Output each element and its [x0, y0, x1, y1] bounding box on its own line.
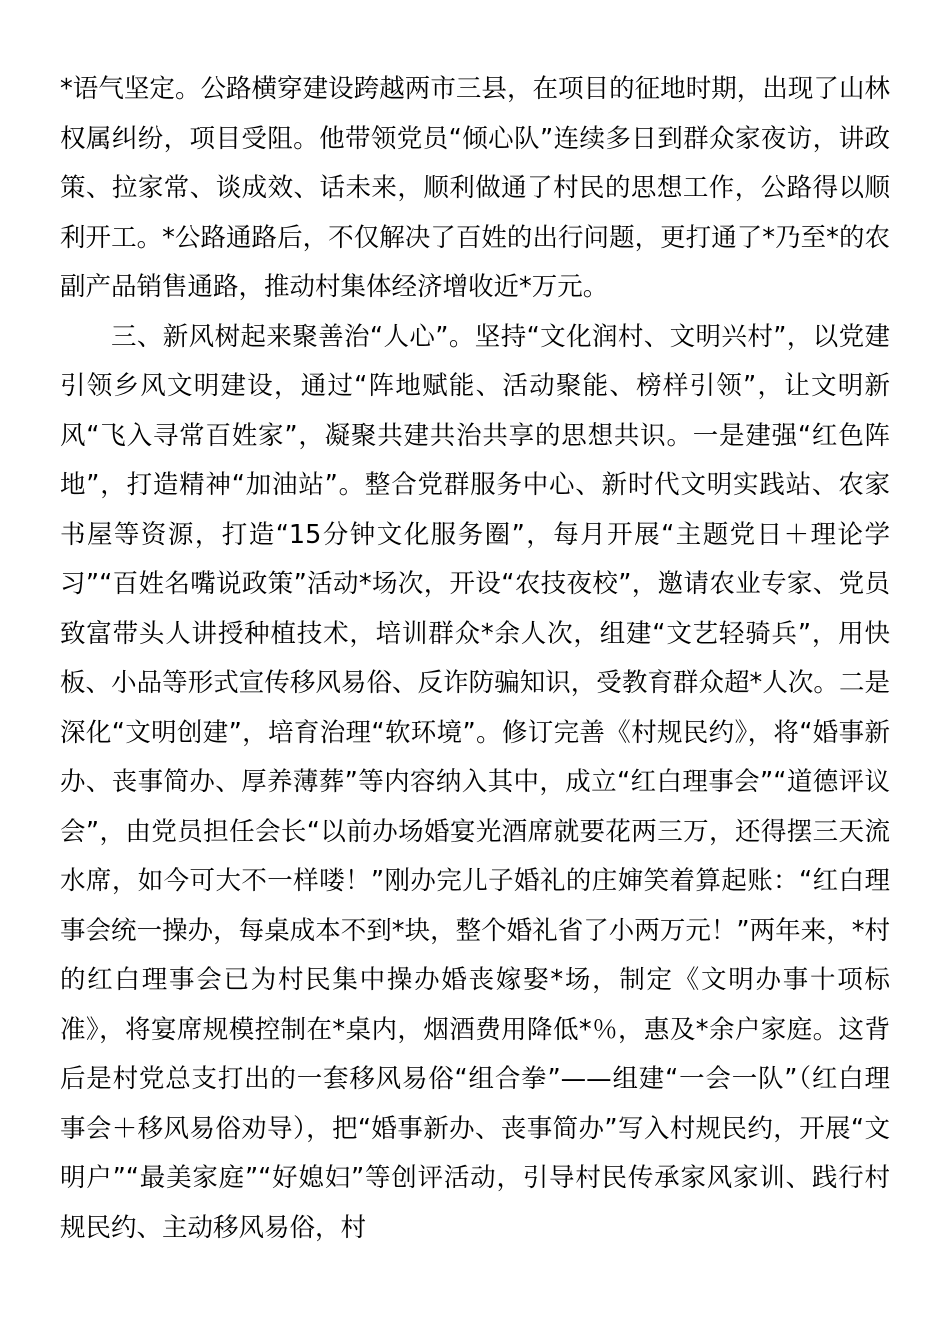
- document-page: [60, 65, 890, 1253]
- body-paragraph-2: 三、新风树起来聚善治“人心”。坚持“文化润村、文明兴村”，以党建引领乡风文明建设，通过“阵地赋能、活动聚能、榜样引领”，让文明新风“飞入寻常百姓家”，凝聚共建共治共享的思想共识。一是建强“红色阵地”，打造精神“加油站”。整合党群服务中心、新时代文明实践站、农家书屋等资源，打造“15分钟文化服务圈”，每月开展“主题党日＋理论学习”“百姓名嘴说政策”活动*场次，开设“农技夜校”，邀请农业专家、党员致富带头人讲授种植技术，培训群众*余人次，组建“文艺轻骑兵”，用快板、小品等形式宣传移风易俗、反诈防骗知识，受教育群众超*人次。二是深化“文明创建”，培育治理“软环境”。修订完善《村规民约》，将“婚事新办、丧事简办、厚养薄葬”等内容纳入其中，成立“红白理事会”“道德评议会”，由党员担任会长“以前办场婚宴光酒席就要花两三万，还得摆三天流水席，如今可大不一样喽！”刚办完儿子婚礼的庄婶笑着算起账：“红白理事会统一操办，每桌成本不到*块，整个婚礼省了小两万元！”两年来，*村的红白理事会已为村民集中操办婚丧嫁娶*场，制定《文明办事十项标准》，将宴席规模控制在*桌内，烟酒费用降低*％，惠及*余户家庭。这背后是村党总支打出的一套移风易俗“组合拳”——组建“一会一队”（红白理事会＋移风易俗劝导），把“婚事新办、丧事简办”写入村规民约，开展“文明户”“最美家庭”“好媳妇”等创评活动，引导村民传承家风家训、践行村规民约、主动移风易俗，村: [60, 321, 890, 1243]
- body-paragraph-1: *语气坚定。公路横穿建设跨越两市三县，在项目的征地时期，出现了山林权属纠纷，项目受阻。他带领党员“倾心队”连续多日到群众家夜访，讲政策、拉家常、谈成效、话未来，顺利做通了村民的思想工作，公路得以顺利开工。*公路通路后，不仅解决了百姓的出行问题，更打通了*乃至*的农副产品销售通路，推动村集体经济增收近*万元。: [60, 74, 890, 302]
